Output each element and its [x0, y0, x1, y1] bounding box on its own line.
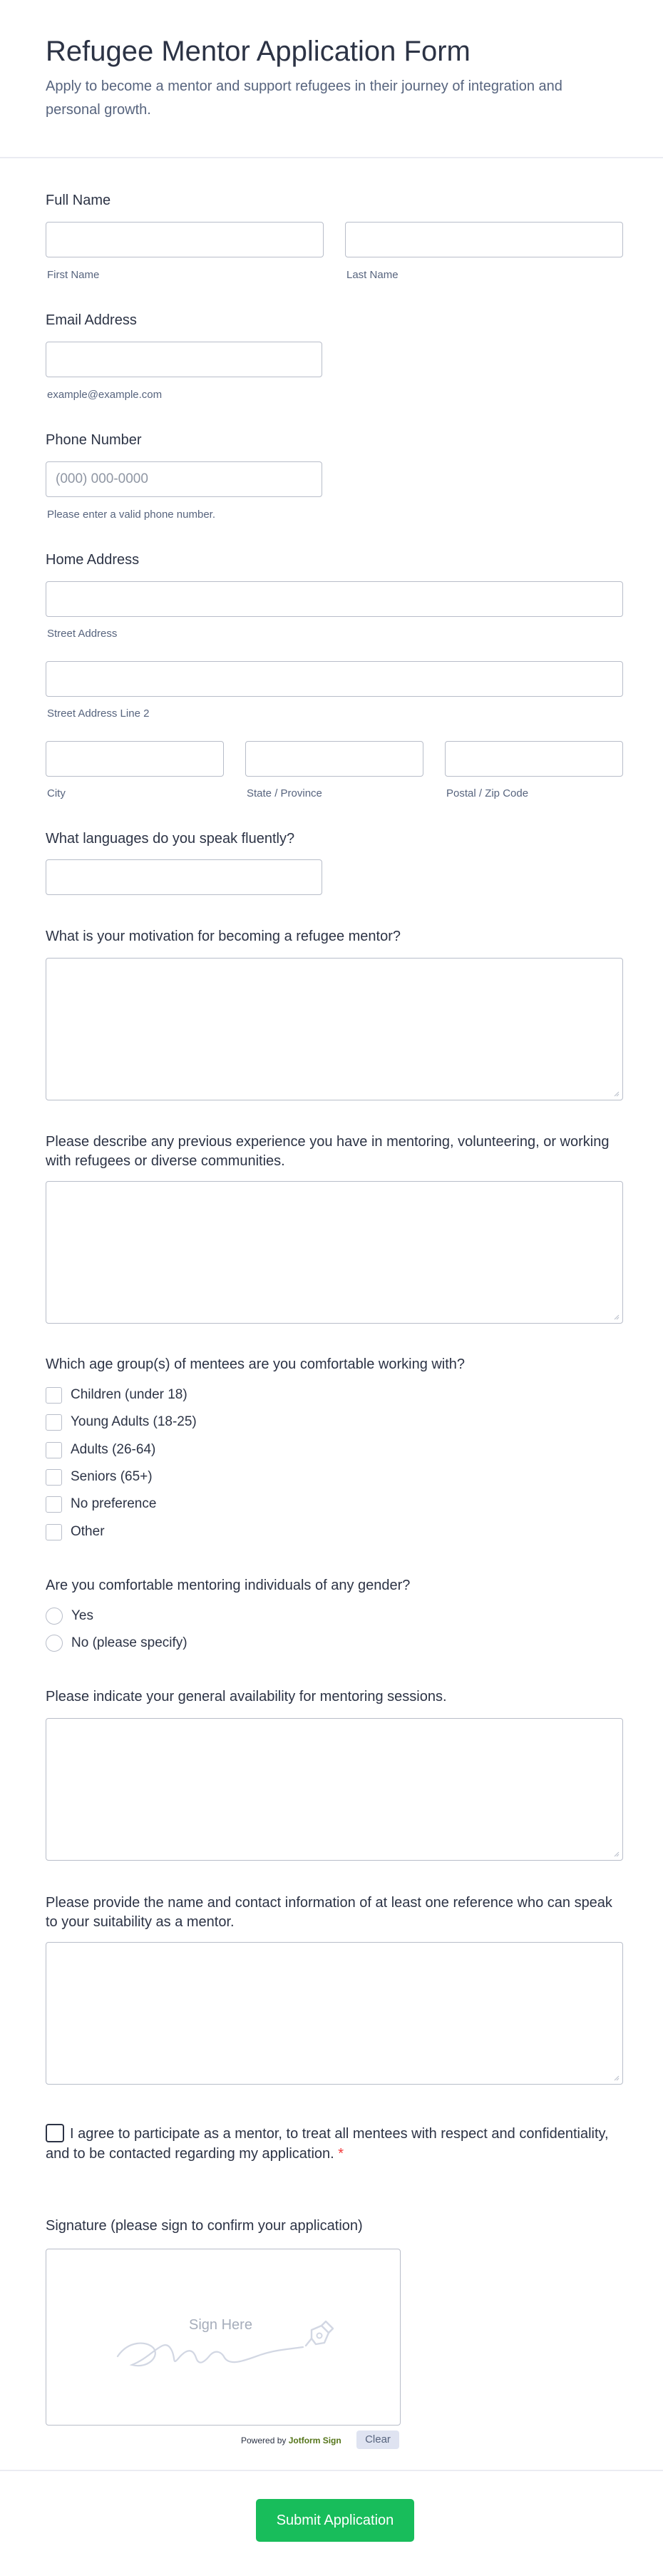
resize-grip-icon[interactable]: [614, 1091, 620, 1097]
clear-signature-button[interactable]: Clear: [356, 2431, 399, 2449]
street-address-sublabel: Street Address: [47, 628, 118, 640]
phone-label: Phone Number: [46, 432, 142, 448]
gender-label: Are you comfortable mentoring individuals of any gender?: [46, 1578, 411, 1593]
first-name-input[interactable]: [46, 222, 324, 257]
checkbox[interactable]: [46, 1387, 62, 1404]
street-address-line2-sublabel: Street Address Line 2: [47, 707, 150, 720]
checkbox[interactable]: [46, 1414, 62, 1431]
form-title: Refugee Mentor Application Form: [46, 36, 471, 67]
age-option[interactable]: Young Adults (18-25): [46, 1413, 197, 1431]
experience-textarea[interactable]: [46, 1181, 623, 1324]
agreement-field[interactable]: [46, 2124, 623, 2164]
submit-button[interactable]: Submit Application: [256, 2499, 414, 2542]
resize-grip-icon[interactable]: [614, 1314, 620, 1320]
motivation-textarea[interactable]: [46, 958, 623, 1100]
age-groups-label: Which age group(s) of mentees are you comfortable working with?: [46, 1356, 466, 1372]
radio[interactable]: [46, 1635, 63, 1652]
experience-label: Please describe any previous experience you have in mentoring, volunteering, or working with refugees or diverse communities.: [46, 1134, 610, 1169]
resize-grip-icon[interactable]: [614, 1851, 620, 1857]
radio[interactable]: [46, 1608, 63, 1625]
state-input[interactable]: [245, 741, 423, 777]
sign-here-placeholder: Sign Here: [189, 2317, 252, 2333]
age-option[interactable]: Children (under 18): [46, 1386, 187, 1404]
phone-sublabel: Please enter a valid phone number.: [47, 508, 215, 521]
availability-textarea[interactable]: [46, 1718, 623, 1861]
languages-input[interactable]: [46, 859, 322, 895]
jotform-sign-brand: Jotform Sign: [288, 2436, 341, 2445]
zip-sublabel: Postal / Zip Code: [446, 787, 529, 799]
checkbox[interactable]: [46, 1442, 62, 1458]
first-name-sublabel: First Name: [47, 269, 100, 281]
email-sublabel: example@example.com: [47, 389, 163, 401]
last-name-sublabel: Last Name: [346, 269, 399, 281]
form-header: [0, 0, 663, 158]
footer-divider: [0, 2470, 663, 2471]
state-sublabel: State / Province: [247, 787, 322, 799]
powered-by: Powered by Jotform Sign: [241, 2436, 341, 2445]
required-mark: *: [338, 2146, 344, 2162]
reference-label: Please provide the name and contact information of at least one reference who can speak to your suitability as a mentor.: [46, 1895, 612, 1930]
full-name-label: Full Name: [46, 193, 111, 208]
age-option[interactable]: No preference: [46, 1495, 156, 1513]
last-name-input[interactable]: [345, 222, 623, 257]
city-input[interactable]: [46, 741, 224, 777]
city-sublabel: City: [47, 787, 66, 799]
agreement-checkbox[interactable]: [46, 2124, 64, 2142]
phone-input[interactable]: (000) 000-0000: [46, 461, 322, 497]
age-option[interactable]: Other: [46, 1523, 105, 1541]
availability-label: Please indicate your general availability for mentoring sessions.: [46, 1689, 447, 1704]
motivation-label: What is your motivation for becoming a refugee mentor?: [46, 929, 401, 944]
reference-textarea[interactable]: [46, 1942, 623, 2085]
age-option[interactable]: Seniors (65+): [46, 1468, 153, 1486]
street-address-line2-input[interactable]: [46, 661, 623, 697]
signature-pad[interactable]: [46, 2249, 401, 2426]
checkbox[interactable]: [46, 1469, 62, 1486]
gender-option[interactable]: No (please specify): [46, 1634, 187, 1652]
checkbox[interactable]: [46, 1524, 62, 1540]
email-label: Email Address: [46, 312, 137, 328]
languages-label: What languages do you speak fluently?: [46, 831, 295, 847]
zip-input[interactable]: [445, 741, 623, 777]
email-input[interactable]: [46, 342, 322, 377]
resize-grip-icon[interactable]: [614, 2075, 620, 2081]
form-subtitle: Apply to become a mentor and support refugees in their journey of integration and personal growth.: [46, 78, 562, 118]
checkbox[interactable]: [46, 1496, 62, 1513]
signature-label: Signature (please sign to confirm your application): [46, 2218, 363, 2234]
age-option[interactable]: Adults (26-64): [46, 1441, 155, 1459]
address-label: Home Address: [46, 552, 140, 568]
agreement-text: I agree to participate as a mentor, to treat all mentees with respect and confidentiality, and to be contacted regarding my application.: [46, 2126, 609, 2162]
gender-option[interactable]: Yes: [46, 1607, 93, 1625]
street-address-input[interactable]: [46, 581, 623, 617]
signature-scribble-icon: [46, 2249, 401, 2426]
